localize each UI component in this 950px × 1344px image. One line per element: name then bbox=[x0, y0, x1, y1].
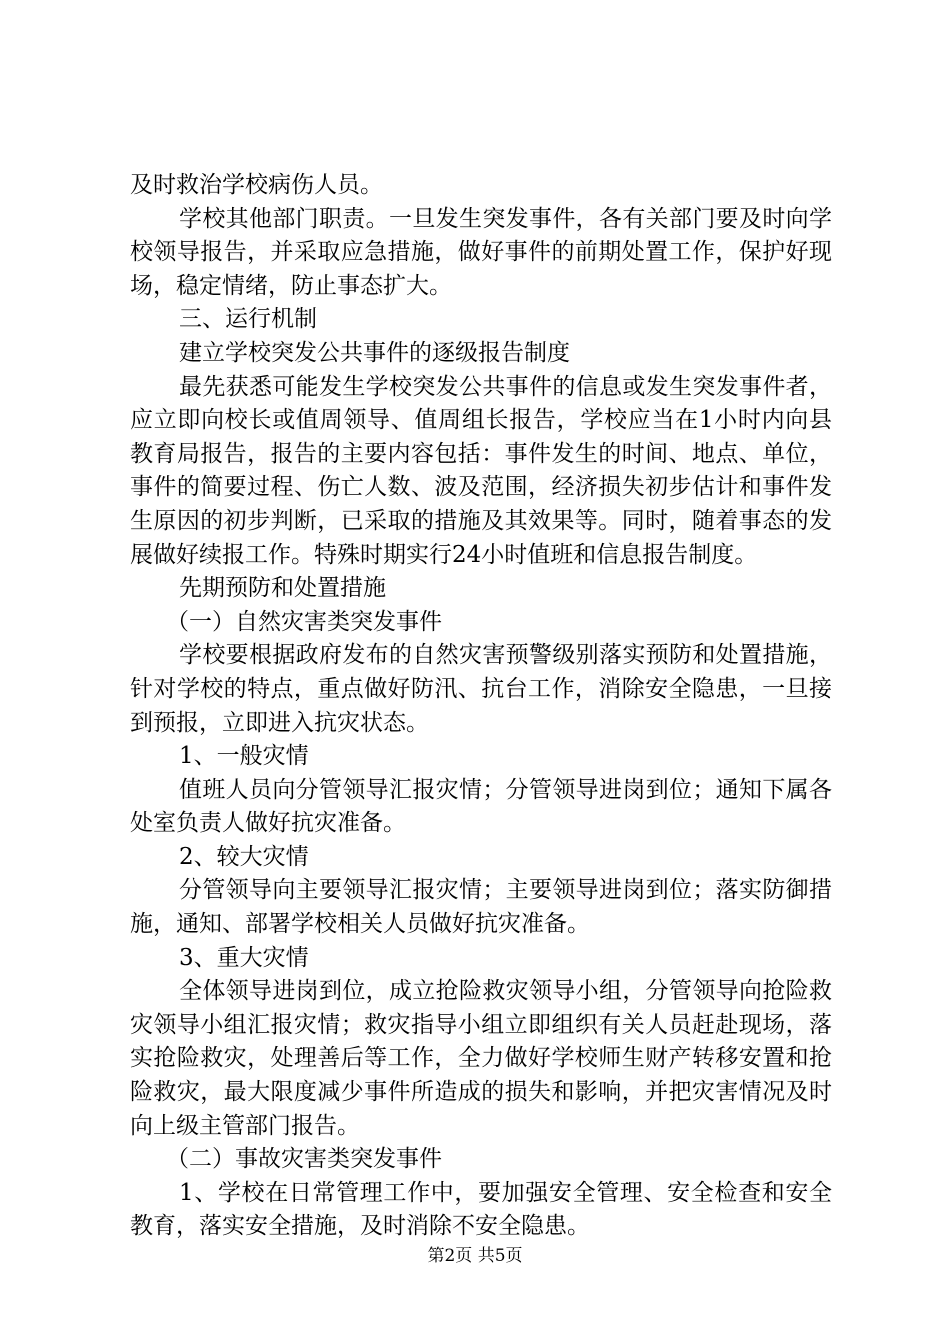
paragraph-accident-prevention: 1、学校在日常管理工作中，要加强安全管理、安全检查和安全教育，落实安全措施，及时消除不安全隐患。 bbox=[130, 1179, 832, 1240]
paragraph-general-disaster: 值班人员向分管领导汇报灾情；分管领导进岗到位；通知下属各处室负责人做好抗灾准备。 bbox=[130, 776, 832, 837]
item-heading-severe-disaster: 3、重大灾情 bbox=[179, 944, 309, 971]
section-heading-operation-mechanism: 三、运行机制 bbox=[179, 306, 317, 333]
page-number-footer: 第2页 共5页 bbox=[427, 1246, 523, 1266]
item-heading-major-disaster: 2、较大灾情 bbox=[179, 843, 309, 870]
subsection-heading-prevention-measures: 先期预防和处置措施 bbox=[179, 575, 386, 602]
paragraph-natural-disaster-measures: 学校要根据政府发布的自然灾害预警级别落实预防和处置措施，针对学校的特点，重点做好防汛、抗台工作，消除安全隐患，一旦接到预报，立即进入抗灾状态。 bbox=[130, 642, 832, 736]
subheading-natural-disasters: （一）自然灾害类突发事件 bbox=[166, 608, 442, 635]
paragraph-major-disaster: 分管领导向主要领导汇报灾情；主要领导进岗到位；落实防御措施，通知、部署学校相关人员做好抗灾准备。 bbox=[130, 877, 832, 938]
paragraph-reporting-procedure: 最先获悉可能发生学校突发公共事件的信息或发生突发事件者，应立即向校长或值周领导、值周组长报告，学校应当在1小时内向县教育局报告，报告的主要内容包括：事件发生的时间、地点、单位，事件的简要过程、伤亡人数、波及范围，经济损失初步估计和事件发生原因的初步判断，已采取的措施及其效果等。同时，随着事态的发展做好续报工作。特殊时期实行24小时值班和信息报告制度。 bbox=[130, 373, 832, 568]
item-heading-general-disaster: 1、一般灾情 bbox=[179, 743, 309, 770]
paragraph-continuation: 及时救治学校病伤人员。 bbox=[130, 172, 383, 198]
subsection-heading-reporting-system: 建立学校突发公共事件的逐级报告制度 bbox=[179, 339, 570, 366]
document-body bbox=[130, 169, 832, 1244]
paragraph-department-duties: 学校其他部门职责。一旦发生突发事件，各有关部门要及时向学校领导报告，并采取应急措施，做好事件的前期处置工作，保护好现场，稳定情绪，防止事态扩大。 bbox=[130, 205, 832, 299]
paragraph-severe-disaster: 全体领导进岗到位，成立抢险救灾领导小组，分管领导向抢险救灾领导小组汇报灾情；救灾指导小组立即组织有关人员赶赴现场，落实抢险救灾，处理善后等工作，全力做好学校师生财产转移安置和抢险救灾，最大限度减少事件所造成的损失和影响，并把灾害情况及时向上级主管部门报告。 bbox=[130, 978, 832, 1139]
subheading-accident-disasters: （二）事故灾害类突发事件 bbox=[166, 1146, 442, 1173]
